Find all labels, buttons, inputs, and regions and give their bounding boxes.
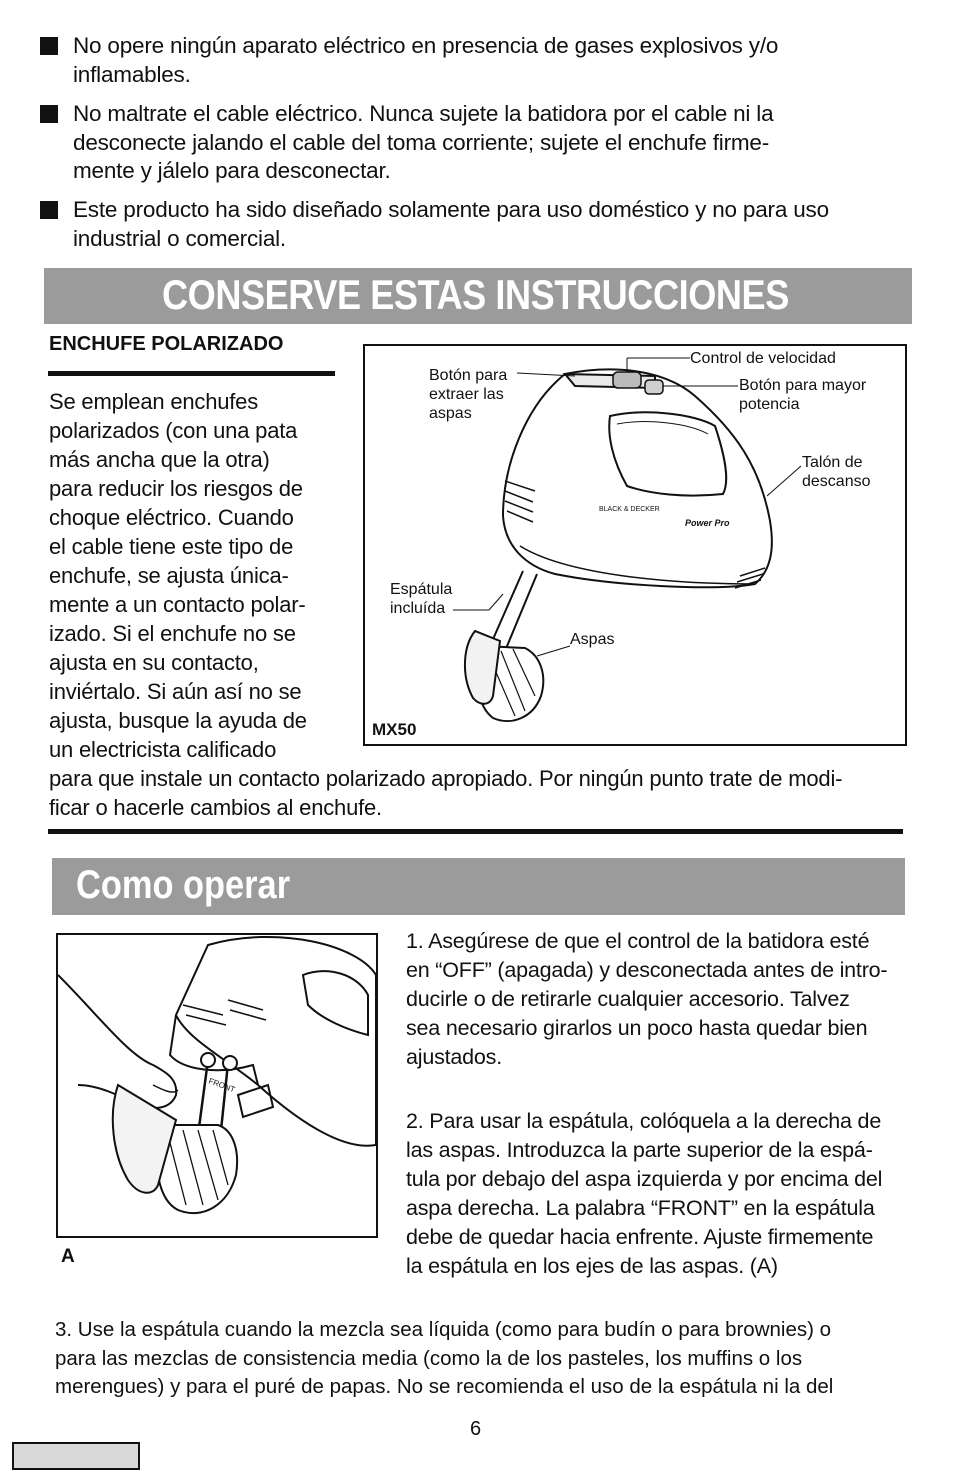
text-line: Se emplean enchufes [49, 389, 259, 414]
text-line: mente a un contacto polar- [49, 592, 306, 617]
bullet-item [40, 100, 910, 186]
bullet-line: No opere ningún aparato eléctrico en presencia de gases explosivos y/o [73, 33, 779, 58]
text-line: 3. Use la espátula cuando la mezcla sea líquida (como para budín o para brownies) o [55, 1318, 832, 1341]
bullet-item [40, 32, 910, 89]
label-line: Botón para [429, 367, 508, 384]
product-mark: Power Pro [685, 518, 730, 528]
text-line: ajustados. [406, 1045, 503, 1069]
bullet-line: Este producto ha sido diseñado solamente para uso doméstico y no para uso [73, 197, 829, 222]
text-line: un electricista calificado [49, 737, 277, 762]
bullet-line: mente y jálelo para desconectar. [73, 158, 391, 183]
bullet-square-icon [40, 105, 58, 123]
text-line: ajusta, busque la ayuda de [49, 708, 307, 733]
banner-title: CONSERVE ESTAS INSTRUCCIONES [162, 271, 789, 318]
label-line: potencia [739, 396, 800, 413]
label-line: Espátula [390, 581, 453, 598]
front-marking: FRONT [207, 1076, 237, 1095]
text-line: merengues) y para el puré de papas. No se recomienda el uso de la espátula ni la del [55, 1375, 834, 1398]
text-line: choque eléctrico. Cuando [49, 505, 294, 530]
mixer-diagram [363, 344, 907, 746]
section-heading: ENCHUFE POLARIZADO [49, 333, 284, 355]
text-line: para reducir los riesgos de [49, 476, 303, 501]
text-line: sea necesario girarlos un poco hasta quedar bien [406, 1016, 868, 1040]
text-line: 1. Asegúrese de que el control de la batidora esté [406, 929, 870, 953]
bullet-item [40, 196, 910, 253]
polarized-text-continued [49, 764, 919, 822]
label-spatula [390, 580, 452, 618]
text-line: la espátula en los ejes de las aspas. (A) [406, 1254, 778, 1278]
text-line: debe de quedar hacia enfrente. Ajuste firmemente [406, 1225, 874, 1249]
section-banner-instructions [44, 268, 912, 324]
text-line: inviértalo. Si aún así no se [49, 679, 302, 704]
label-power-button [739, 376, 866, 414]
label-line: Botón para mayor [739, 377, 867, 394]
bullet-line: industrial o comercial. [73, 225, 286, 251]
bullet-square-icon [40, 201, 58, 219]
banner-title: Como operar [76, 863, 291, 907]
text-line: enchufe, se ajusta única- [49, 563, 289, 588]
bullet-line: desconecte jalando el cable del toma corriente; sujete el enchufe firme- [73, 129, 770, 155]
page-number: 6 [470, 1418, 482, 1440]
polarized-text [49, 387, 349, 764]
label-line: Talón de [802, 454, 863, 471]
text-line: tula por debajo del aspa izquierda y por encima del [406, 1167, 883, 1191]
text-line: 2. Para usar la espátula, colóquela a la derecha de [406, 1109, 882, 1133]
corner-box [12, 1442, 140, 1470]
figure-label: A [61, 1246, 75, 1267]
heading-rule [48, 371, 335, 376]
spatula-attach-illustration [58, 935, 376, 1236]
text-line: ficar o hacerle cambios al enchufe. [49, 795, 382, 820]
text-line: polarizados (con una pata [49, 418, 298, 443]
section-banner-operate [52, 858, 905, 915]
text-line: ajusta en su contacto, [49, 650, 259, 675]
section-rule [48, 829, 903, 834]
text-line: aspa derecha. La palabra “FRONT” en la espátula [406, 1196, 875, 1220]
label-line: extraer las [429, 386, 504, 403]
text-line: izado. Si el enchufe no se [49, 621, 296, 646]
text-line: ducirle o de retirarle cualquier accesorio. Talvez [406, 987, 850, 1011]
label-line: incluída [390, 600, 446, 617]
figure-a [56, 933, 378, 1238]
text-line: las aspas. Introduzca la parte superior de la espá- [406, 1138, 873, 1162]
label-eject-button [429, 366, 507, 423]
text-line: para las mezclas de consistencia media (como la de los pasteles, los muffins o los [55, 1346, 803, 1370]
bullet-square-icon [40, 37, 58, 55]
label-heel-rest [802, 453, 871, 491]
bullet-line: No maltrate el cable eléctrico. Nunca sujete la batidora por el cable ni la [73, 101, 774, 126]
model-number: MX50 [372, 720, 417, 739]
step-3 [55, 1316, 935, 1402]
step-1 [406, 927, 926, 1072]
text-line: el cable tiene este tipo de [49, 534, 294, 559]
label-beaters: Aspas [570, 631, 615, 648]
step-2 [406, 1107, 926, 1281]
text-line: en “OFF” (apagada) y desconectada antes de intro- [406, 958, 888, 982]
bullet-line: inflamables. [73, 61, 191, 87]
brand-mark: BLACK & DECKER [599, 506, 660, 513]
label-line: aspas [429, 405, 472, 422]
text-line: más ancha que la otra) [49, 447, 270, 472]
label-speed-control: Control de velocidad [690, 350, 836, 367]
label-line: descanso [802, 473, 871, 490]
text-line: para que instale un contacto polarizado apropiado. Por ningún punto trate de modi- [49, 766, 843, 791]
